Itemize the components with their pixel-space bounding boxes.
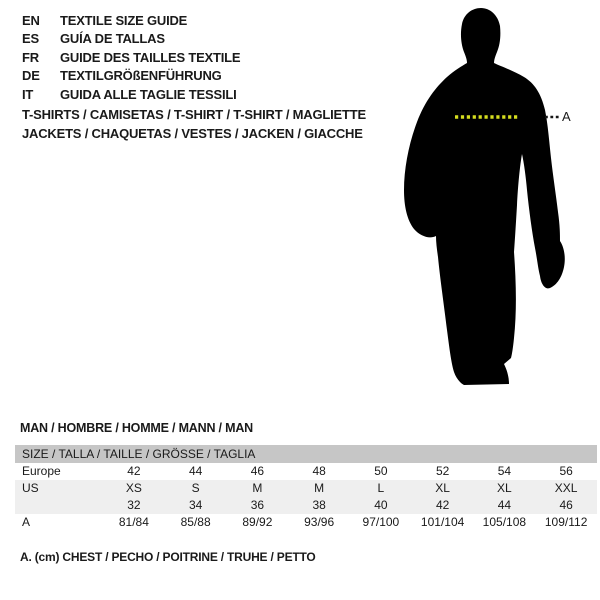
size-value: L xyxy=(377,481,385,495)
language-text: TEXTILGRÖßENFÜHRUNG xyxy=(60,68,222,84)
size-value: 105/108 xyxy=(482,515,527,529)
size-value: XXL xyxy=(554,481,578,495)
table-row-us xyxy=(15,480,597,497)
size-value: 85/88 xyxy=(180,515,211,529)
section-title: MAN / HOMBRE / HOMME / MANN / MAN xyxy=(20,421,253,435)
language-row-it xyxy=(22,86,240,104)
language-text: GUÍA DE TALLAS xyxy=(60,31,165,47)
size-value: 44 xyxy=(497,498,512,512)
size-value: 52 xyxy=(435,464,450,478)
size-value: 44 xyxy=(188,464,203,478)
size-value: 109/112 xyxy=(544,515,588,529)
garment-line-jackets: JACKETS / CHAQUETAS / VESTES / JACKEN / GIACCHE xyxy=(22,126,363,141)
size-value: 40 xyxy=(374,498,388,512)
size-value: 56 xyxy=(559,464,573,478)
language-row-fr xyxy=(22,49,240,67)
man-silhouette-figure xyxy=(395,5,585,390)
language-code: EN xyxy=(22,13,40,28)
language-list xyxy=(22,12,240,104)
language-row-es xyxy=(22,30,240,48)
language-code: DE xyxy=(22,68,40,84)
size-value: 101/104 xyxy=(420,515,465,529)
table-row-a-chest xyxy=(15,514,597,531)
measure-label-a: A xyxy=(562,109,571,124)
language-text: GUIDA ALLE TAGLIE TESSILI xyxy=(60,86,237,102)
size-value: M xyxy=(252,481,263,495)
table-row-europe xyxy=(15,463,597,480)
row-label: A xyxy=(22,515,31,529)
row-label: Europe xyxy=(22,464,61,478)
size-value: XS xyxy=(125,481,142,495)
size-value: 81/84 xyxy=(118,515,149,529)
size-value: 50 xyxy=(374,464,388,478)
size-table xyxy=(15,445,597,531)
size-value: 54 xyxy=(497,464,512,478)
language-row-de xyxy=(22,67,240,85)
size-value: 89/92 xyxy=(242,515,273,529)
language-code: FR xyxy=(22,49,39,65)
size-value: XL xyxy=(435,481,450,495)
size-value: 97/100 xyxy=(362,515,400,529)
size-value: 32 xyxy=(127,498,141,512)
size-value: 38 xyxy=(312,498,326,512)
size-value: S xyxy=(191,481,200,495)
language-row-en xyxy=(22,12,240,30)
size-value: 34 xyxy=(188,498,203,512)
size-value: M xyxy=(314,481,325,495)
language-code: IT xyxy=(22,86,34,102)
size-value: 46 xyxy=(559,498,573,512)
table-row-numeric xyxy=(15,497,597,514)
size-value: XL xyxy=(497,481,512,495)
size-value: 48 xyxy=(312,464,326,478)
row-label: US xyxy=(22,481,39,495)
garment-line-tshirts: T-SHIRTS / CAMISETAS / T-SHIRT / T-SHIRT / MAGLIETTE xyxy=(22,107,366,122)
size-value: 42 xyxy=(435,498,450,512)
language-code: ES xyxy=(22,31,39,47)
language-text: GUIDE DES TAILLES TEXTILE xyxy=(60,49,241,65)
language-text: TEXTILE SIZE GUIDE xyxy=(60,13,188,28)
measurement-footnote: A. (cm) CHEST / PECHO / POITRINE / TRUHE / PETTO xyxy=(20,550,316,564)
size-value: 42 xyxy=(127,464,141,478)
size-value: 93/96 xyxy=(304,515,335,529)
size-value: 46 xyxy=(250,464,265,478)
man-silhouette xyxy=(404,8,565,385)
row-label xyxy=(15,497,103,514)
size-table-header: SIZE / TALLA / TAILLE / GRÖSSE / TAGLIA xyxy=(15,445,597,463)
garment-categories xyxy=(22,105,366,143)
size-value: 36 xyxy=(250,498,265,512)
